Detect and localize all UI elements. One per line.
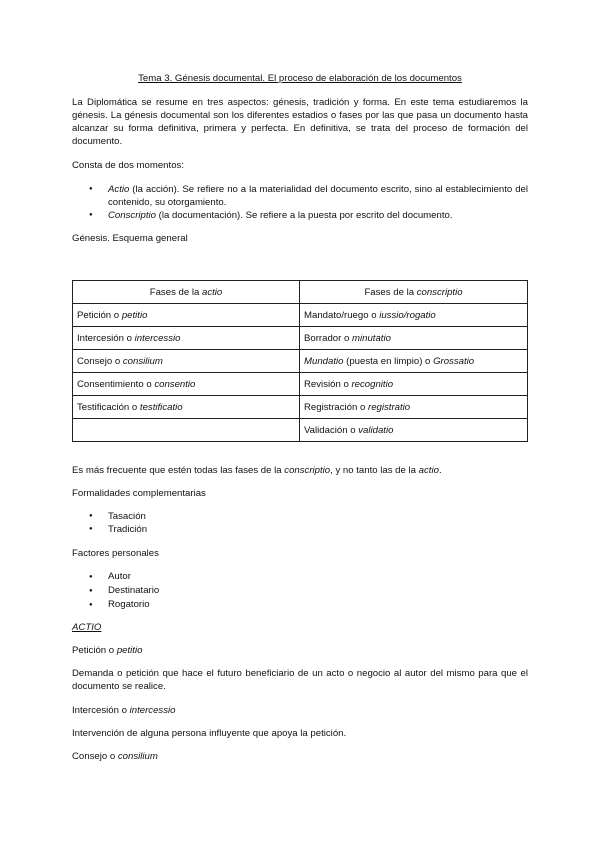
actio-phase-cell <box>73 350 300 373</box>
section-heading <box>72 704 528 717</box>
factores-heading: Factores personales <box>72 548 159 559</box>
table-row <box>73 327 528 350</box>
actio-phase-cell <box>73 396 300 419</box>
text: iussio/rogatio <box>379 309 436 321</box>
list-item <box>72 183 528 209</box>
table-row <box>73 373 528 396</box>
text: consentio <box>154 378 196 390</box>
text: minutatio <box>352 332 391 344</box>
section-body: Intervención de alguna persona influyente que apoya la petición. <box>72 728 347 739</box>
list-item <box>72 209 528 222</box>
text: testificatio <box>139 401 183 413</box>
consta-text: Consta de dos momentos: <box>72 160 184 171</box>
text: Validación o <box>304 424 359 436</box>
term: Actio <box>108 184 130 195</box>
text: registratio <box>368 401 411 413</box>
text: actio <box>418 465 439 476</box>
section-heading <box>72 750 528 763</box>
text: , y no tanto las de la <box>330 465 419 476</box>
header-conscriptio <box>300 281 528 304</box>
document-title: Tema 3. Génesis documental. El proceso de elaboración de los documentos <box>138 73 462 84</box>
schema-heading: Génesis. Esquema general <box>72 233 188 244</box>
actio-phase-cell <box>73 419 300 442</box>
conscriptio-phase-cell <box>300 327 528 350</box>
table-header-row <box>73 281 528 304</box>
text: Borrador o <box>304 332 352 344</box>
text: petitio <box>116 645 143 656</box>
actio-phase-cell <box>73 304 300 327</box>
text: ACTIO <box>72 622 102 633</box>
actio-phase-cell <box>73 327 300 350</box>
text: intercessio <box>134 332 181 344</box>
actio-heading <box>72 621 528 634</box>
term: Conscriptio <box>108 210 156 221</box>
conscriptio-phase-cell <box>300 350 528 373</box>
text: Consejo o <box>77 355 123 367</box>
text: intercessio <box>129 705 176 716</box>
text: validatio <box>358 424 394 436</box>
list-item: ● Destinatario <box>72 584 528 598</box>
factores-list <box>72 570 528 612</box>
text: consilium <box>117 751 158 762</box>
text: Registración o <box>304 401 368 413</box>
table-row <box>73 396 528 419</box>
text: Petición o <box>77 309 122 321</box>
text: conscriptio <box>416 286 463 298</box>
text: Petición o <box>72 645 117 656</box>
list-item: ● Autor <box>72 570 528 584</box>
text: Revisión o <box>304 378 352 390</box>
actio-phase-cell <box>73 373 300 396</box>
phases-table <box>72 280 528 442</box>
text: Fases de la <box>149 286 202 298</box>
conscriptio-phase-cell <box>300 373 528 396</box>
item-text: (la acción). Se refiere no a la materialidad del documento escrito, sino al establecimiento del contenido, su otorgamiento. <box>108 184 528 208</box>
list-item: ● Tradición <box>72 523 528 536</box>
text: conscriptio <box>284 465 331 476</box>
text: Grossatio <box>433 355 475 367</box>
text: Mandato/ruego o <box>304 309 380 321</box>
text: Consentimiento o <box>77 378 155 390</box>
conscriptio-phase-cell <box>300 304 528 327</box>
section-body: Demanda o petición que hace el futuro beneficiario de un acto o negocio al autor del mismo para que el documento se realice. <box>72 668 528 692</box>
formalidades-list <box>72 510 528 536</box>
text: Intercesión o <box>77 332 135 344</box>
header-actio <box>73 281 300 304</box>
text: (puesta en limpio) o <box>343 355 434 367</box>
text: recognitio <box>351 378 394 390</box>
text: Fases de la <box>364 286 417 298</box>
moments-list <box>72 183 528 222</box>
table-row <box>73 304 528 327</box>
text: . <box>438 465 442 476</box>
text: consilium <box>122 355 163 367</box>
text: Intercesión o <box>72 705 130 716</box>
table-row <box>73 419 528 442</box>
conscriptio-phase-cell <box>300 396 528 419</box>
text: Testificación o <box>77 401 140 413</box>
text: Mundatio <box>304 355 344 367</box>
conscriptio-phase-cell <box>300 419 528 442</box>
text: actio <box>202 286 223 298</box>
frequency-text <box>72 464 528 477</box>
item-text: (la documentación). Se refiere a la puesta por escrito del documento. <box>156 210 453 221</box>
table-row <box>73 350 528 373</box>
text: Es más frecuente que estén todas las fases de la <box>72 465 285 476</box>
text: petitio <box>121 309 148 321</box>
intro-paragraph: La Diplomática se resume en tres aspectos: génesis, tradición y forma. En este tema estudiaremos la génesis. La génesis documental son los diferentes estadios o fases por las que pasa un documento hasta alcanzar su forma definitiva, primera y perfecta. En definitiva, se trata del proceso de formación del documento. <box>72 97 528 147</box>
list-item: ● Tasación <box>72 510 528 523</box>
section-heading <box>72 644 528 657</box>
formalidades-heading: Formalidades complementarias <box>72 488 206 499</box>
list-item: ● Rogatorio <box>72 598 528 612</box>
text: Consejo o <box>72 751 118 762</box>
